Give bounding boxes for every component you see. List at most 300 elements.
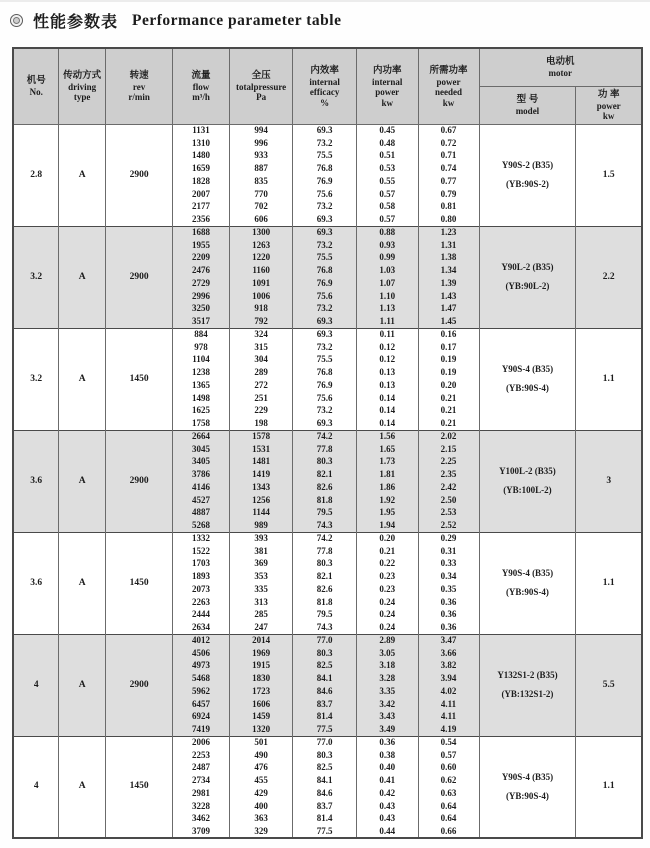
cell-motor-power: 1.5	[576, 124, 642, 226]
cell-internal-power: 0.99	[356, 252, 418, 265]
cell-total-pressure: 313	[229, 596, 293, 609]
cell-power-needed: 0.31	[418, 545, 479, 558]
cell-total-pressure: 455	[229, 774, 293, 787]
motor-model-line2: (YB:90L-2)	[505, 281, 550, 291]
cell-power-needed: 2.52	[418, 519, 479, 532]
cell-flow: 1332	[173, 532, 230, 545]
cell-total-pressure: 1969	[229, 647, 293, 660]
cell-rev: 2900	[105, 430, 172, 532]
cell-flow: 2487	[173, 762, 230, 775]
cell-motor-power: 1.1	[576, 736, 642, 838]
cell-internal-power: 1.56	[356, 430, 418, 443]
cell-total-pressure: 933	[229, 150, 293, 163]
table-row	[13, 328, 642, 341]
cell-power-needed: 0.36	[418, 621, 479, 634]
cell-total-pressure: 1915	[229, 660, 293, 673]
cell-power-needed: 1.45	[418, 315, 479, 328]
cell-internal-efficacy: 84.1	[293, 774, 357, 787]
cell-internal-power: 0.44	[356, 825, 418, 838]
cell-power-needed: 1.47	[418, 303, 479, 316]
cell-total-pressure: 229	[229, 405, 293, 418]
cell-power-needed: 2.02	[418, 430, 479, 443]
cell-internal-power: 0.11	[356, 328, 418, 341]
header-power-en2: kw	[602, 111, 615, 121]
cell-motor-model	[479, 124, 576, 226]
cell-internal-efficacy: 74.2	[293, 430, 357, 443]
cell-flow: 2981	[173, 787, 230, 800]
table-row	[13, 124, 642, 137]
cell-internal-power: 1.81	[356, 468, 418, 481]
header-eff-en3: %	[320, 97, 330, 108]
cell-no: 3.2	[13, 328, 59, 430]
cell-power-needed: 2.15	[418, 443, 479, 456]
bullseye-icon	[10, 14, 23, 27]
cell-flow: 6924	[173, 711, 230, 724]
cell-flow: 5468	[173, 672, 230, 685]
cell-power-needed: 0.62	[418, 774, 479, 787]
cell-no: 4	[13, 736, 59, 838]
cell-total-pressure: 501	[229, 736, 293, 749]
cell-internal-efficacy: 81.8	[293, 596, 357, 609]
cell-internal-power: 3.18	[356, 660, 418, 673]
cell-flow: 1310	[173, 137, 230, 150]
cell-flow: 2476	[173, 264, 230, 277]
cell-total-pressure: 198	[229, 417, 293, 430]
cell-internal-power: 0.12	[356, 354, 418, 367]
cell-driving-type: A	[59, 226, 106, 328]
cell-internal-power: 0.24	[356, 621, 418, 634]
cell-motor-power: 2.2	[576, 226, 642, 328]
cell-power-needed: 2.42	[418, 481, 479, 494]
header-rev	[105, 48, 172, 124]
cell-power-needed: 0.20	[418, 379, 479, 392]
cell-flow: 2634	[173, 621, 230, 634]
header-model-en: model	[515, 105, 540, 116]
header-flow	[173, 48, 230, 124]
param-block-no-3.6-rev-2900	[13, 430, 642, 532]
cell-internal-power: 3.28	[356, 672, 418, 685]
cell-flow: 3462	[173, 813, 230, 826]
cell-internal-power: 0.42	[356, 787, 418, 800]
cell-power-needed: 4.19	[418, 723, 479, 736]
cell-internal-power: 3.42	[356, 698, 418, 711]
cell-internal-efficacy: 77.5	[293, 825, 357, 838]
cell-power-needed: 0.19	[418, 354, 479, 367]
motor-model-line1: Y90S-4 (B35)	[501, 568, 554, 578]
param-block-no-3.6-rev-1450	[13, 532, 642, 634]
cell-rev: 1450	[105, 532, 172, 634]
cell-internal-efficacy: 73.2	[293, 405, 357, 418]
cell-total-pressure: 476	[229, 762, 293, 775]
cell-internal-efficacy: 75.6	[293, 188, 357, 201]
header-ipower-en2: power	[375, 87, 400, 97]
cell-flow: 1703	[173, 558, 230, 571]
cell-internal-power: 0.58	[356, 201, 418, 214]
cell-internal-efficacy: 82.6	[293, 481, 357, 494]
cell-internal-efficacy: 77.5	[293, 723, 357, 736]
cell-internal-efficacy: 81.8	[293, 494, 357, 507]
cell-flow: 6457	[173, 698, 230, 711]
header-power-en1: power	[596, 100, 621, 111]
cell-internal-efficacy: 82.5	[293, 660, 357, 673]
cell-internal-efficacy: 79.5	[293, 507, 357, 520]
cell-internal-efficacy: 82.1	[293, 468, 357, 481]
cell-internal-power: 0.21	[356, 545, 418, 558]
cell-internal-efficacy: 80.3	[293, 456, 357, 469]
cell-power-needed: 0.36	[418, 596, 479, 609]
cell-flow: 1688	[173, 226, 230, 239]
cell-rev: 2900	[105, 124, 172, 226]
cell-internal-efficacy: 77.8	[293, 545, 357, 558]
cell-total-pressure: 335	[229, 583, 293, 596]
cell-power-needed: 0.17	[418, 341, 479, 354]
cell-internal-power: 1.10	[356, 290, 418, 303]
header-power-needed	[418, 48, 479, 124]
cell-internal-efficacy: 84.1	[293, 672, 357, 685]
cell-internal-efficacy: 74.3	[293, 519, 357, 532]
cell-power-needed: 0.36	[418, 609, 479, 622]
header-flow-cn: 流量	[191, 69, 211, 81]
cell-flow: 1104	[173, 354, 230, 367]
cell-total-pressure: 285	[229, 609, 293, 622]
cell-total-pressure: 996	[229, 137, 293, 150]
cell-flow: 3045	[173, 443, 230, 456]
cell-internal-efficacy: 76.8	[293, 264, 357, 277]
header-pressure-en2: Pa	[256, 92, 267, 103]
cell-internal-power: 1.65	[356, 443, 418, 456]
cell-power-needed: 2.53	[418, 507, 479, 520]
cell-internal-efficacy: 80.3	[293, 647, 357, 660]
cell-flow: 3405	[173, 456, 230, 469]
cell-power-needed: 0.29	[418, 532, 479, 545]
cell-internal-efficacy: 76.8	[293, 162, 357, 175]
cell-flow: 4527	[173, 494, 230, 507]
cell-internal-efficacy: 75.6	[293, 290, 357, 303]
cell-power-needed: 0.64	[418, 800, 479, 813]
param-block-no-2.8-rev-2900	[13, 124, 642, 226]
header-total-pressure	[229, 48, 293, 124]
cell-internal-power: 0.13	[356, 366, 418, 379]
cell-total-pressure: 1578	[229, 430, 293, 443]
cell-total-pressure: 770	[229, 188, 293, 201]
cell-internal-power: 0.51	[356, 150, 418, 163]
cell-motor-power: 5.5	[576, 634, 642, 736]
cell-internal-efficacy: 73.2	[293, 201, 357, 214]
cell-internal-power: 0.14	[356, 405, 418, 418]
cell-total-pressure: 393	[229, 532, 293, 545]
cell-internal-efficacy: 76.9	[293, 277, 357, 290]
cell-total-pressure: 792	[229, 315, 293, 328]
cell-power-needed: 2.35	[418, 468, 479, 481]
cell-rev: 1450	[105, 736, 172, 838]
table-row	[13, 226, 642, 239]
cell-power-needed: 1.43	[418, 290, 479, 303]
cell-flow: 3517	[173, 315, 230, 328]
cell-flow: 1131	[173, 124, 230, 137]
cell-power-needed: 0.77	[418, 175, 479, 188]
cell-total-pressure: 1481	[229, 456, 293, 469]
header-motor-power	[576, 86, 642, 124]
cell-total-pressure: 1830	[229, 672, 293, 685]
header-needed-en1: power	[436, 76, 461, 87]
cell-power-needed: 0.57	[418, 749, 479, 762]
cell-flow: 4973	[173, 660, 230, 673]
cell-flow: 1828	[173, 175, 230, 188]
cell-power-needed: 0.67	[418, 124, 479, 137]
cell-total-pressure: 289	[229, 366, 293, 379]
header-pressure-en1: totalpressure	[236, 81, 287, 92]
cell-flow: 2444	[173, 609, 230, 622]
cell-power-needed: 3.94	[418, 672, 479, 685]
cell-motor-power: 1.1	[576, 328, 642, 430]
cell-flow: 1893	[173, 570, 230, 583]
header-flow-en2: m³/h	[192, 92, 210, 103]
cell-flow: 1498	[173, 392, 230, 405]
cell-power-needed: 3.66	[418, 647, 479, 660]
motor-model-line1: Y100L-2 (B35)	[499, 466, 556, 476]
cell-power-needed: 1.39	[418, 277, 479, 290]
cell-total-pressure: 1531	[229, 443, 293, 456]
cell-flow: 4012	[173, 634, 230, 647]
cell-flow: 4887	[173, 507, 230, 520]
cell-rev: 2900	[105, 634, 172, 736]
cell-no: 2.8	[13, 124, 59, 226]
cell-power-needed: 3.82	[418, 660, 479, 673]
table-row	[13, 532, 642, 545]
header-driving-type	[59, 48, 106, 124]
cell-driving-type: A	[59, 124, 106, 226]
cell-driving-type: A	[59, 328, 106, 430]
cell-motor-model	[479, 532, 576, 634]
cell-flow: 2006	[173, 736, 230, 749]
header-motor-cn: 电动机	[546, 56, 575, 67]
cell-motor-power: 1.1	[576, 532, 642, 634]
cell-internal-power: 0.20	[356, 532, 418, 545]
motor-model-line2: (YB:132S1-2)	[501, 689, 554, 699]
cell-power-needed: 0.74	[418, 162, 479, 175]
header-flow-en1: flow	[192, 81, 210, 92]
cell-power-needed: 3.47	[418, 634, 479, 647]
header-eff-cn: 内效率	[310, 64, 339, 76]
cell-total-pressure: 400	[229, 800, 293, 813]
header-needed-en3: kw	[442, 97, 455, 108]
cell-power-needed: 0.35	[418, 583, 479, 596]
param-block-no-3.2-rev-1450	[13, 328, 642, 430]
cell-internal-power: 1.13	[356, 303, 418, 316]
cell-motor-model	[479, 634, 576, 736]
cell-total-pressure: 247	[229, 621, 293, 634]
cell-total-pressure: 251	[229, 392, 293, 405]
cell-total-pressure: 324	[229, 328, 293, 341]
cell-power-needed: 0.72	[418, 137, 479, 150]
cell-internal-efficacy: 83.7	[293, 800, 357, 813]
header-motor-en: motor	[548, 68, 572, 78]
cell-power-needed: 0.64	[418, 813, 479, 826]
cell-internal-power: 1.94	[356, 519, 418, 532]
cell-flow: 1365	[173, 379, 230, 392]
cell-total-pressure: 1606	[229, 698, 293, 711]
cell-power-needed: 0.80	[418, 213, 479, 226]
cell-internal-power: 1.07	[356, 277, 418, 290]
cell-internal-power: 0.45	[356, 124, 418, 137]
cell-power-needed: 0.71	[418, 150, 479, 163]
page-title-chinese: 性能参数表	[33, 14, 119, 31]
header-model-cn: 型 号	[516, 93, 539, 105]
cell-total-pressure: 1220	[229, 252, 293, 265]
motor-model-line1: Y90L-2 (B35)	[501, 262, 554, 272]
cell-internal-power: 2.89	[356, 634, 418, 647]
cell-internal-power: 0.41	[356, 774, 418, 787]
cell-total-pressure: 994	[229, 124, 293, 137]
cell-power-needed: 0.33	[418, 558, 479, 571]
cell-power-needed: 0.81	[418, 201, 479, 214]
cell-flow: 884	[173, 328, 230, 341]
cell-total-pressure: 1006	[229, 290, 293, 303]
cell-flow: 4506	[173, 647, 230, 660]
cell-internal-power: 3.05	[356, 647, 418, 660]
motor-model-line2: (YB:100L-2)	[503, 485, 552, 495]
cell-flow: 2729	[173, 277, 230, 290]
motor-model-line2: (YB:90S-2)	[505, 179, 549, 189]
cell-internal-efficacy: 73.2	[293, 341, 357, 354]
cell-flow: 2356	[173, 213, 230, 226]
page-title-english: Performance parameter table	[132, 11, 342, 29]
performance-parameter-table	[12, 47, 643, 839]
header-ipower-cn: 内功率	[372, 64, 402, 76]
cell-internal-power: 0.43	[356, 813, 418, 826]
motor-model-line1: Y90S-4 (B35)	[501, 364, 554, 374]
cell-internal-power: 0.38	[356, 749, 418, 762]
cell-total-pressure: 1343	[229, 481, 293, 494]
cell-power-needed: 1.34	[418, 264, 479, 277]
cell-internal-power: 0.43	[356, 800, 418, 813]
table-row	[13, 634, 642, 647]
cell-internal-power: 0.53	[356, 162, 418, 175]
header-eff-en1: internal	[309, 76, 340, 87]
cell-flow: 2996	[173, 290, 230, 303]
table-row	[13, 736, 642, 749]
cell-internal-efficacy: 69.3	[293, 213, 357, 226]
cell-power-needed: 0.63	[418, 787, 479, 800]
cell-no: 3.6	[13, 532, 59, 634]
page-title	[10, 9, 341, 32]
cell-motor-model	[479, 226, 576, 328]
cell-internal-power: 3.49	[356, 723, 418, 736]
motor-model-line2: (YB:90S-4)	[505, 383, 549, 393]
cell-total-pressure: 429	[229, 787, 293, 800]
motor-model-line1: Y90S-2 (B35)	[501, 160, 554, 170]
cell-internal-power: 0.36	[356, 736, 418, 749]
cell-internal-efficacy: 75.5	[293, 150, 357, 163]
cell-internal-power: 0.55	[356, 175, 418, 188]
cell-internal-efficacy: 69.3	[293, 124, 357, 137]
cell-total-pressure: 702	[229, 201, 293, 214]
cell-flow: 3709	[173, 825, 230, 838]
cell-power-needed: 0.19	[418, 366, 479, 379]
header-needed-cn: 所需功率	[429, 64, 468, 76]
cell-power-needed: 0.21	[418, 392, 479, 405]
cell-flow: 5268	[173, 519, 230, 532]
cell-flow: 2177	[173, 201, 230, 214]
cell-internal-efficacy: 69.3	[293, 328, 357, 341]
header-power-cn: 功 率	[597, 88, 620, 100]
cell-power-needed: 0.21	[418, 405, 479, 418]
header-internal-power	[356, 48, 418, 124]
cell-internal-efficacy: 75.6	[293, 392, 357, 405]
cell-flow: 1625	[173, 405, 230, 418]
cell-rev: 1450	[105, 328, 172, 430]
cell-flow: 2664	[173, 430, 230, 443]
header-no-cn: 机号	[26, 75, 46, 86]
cell-total-pressure: 1144	[229, 507, 293, 520]
motor-model-line1: Y90S-4 (B35)	[501, 771, 554, 782]
cell-no: 4	[13, 634, 59, 736]
cell-total-pressure: 835	[229, 175, 293, 188]
cell-flow: 1955	[173, 239, 230, 252]
cell-internal-power: 0.14	[356, 417, 418, 430]
cell-total-pressure: 887	[229, 162, 293, 175]
cell-internal-efficacy: 76.9	[293, 379, 357, 392]
param-block-no-4-rev-1450	[13, 736, 642, 838]
cell-internal-efficacy: 81.4	[293, 813, 357, 826]
cell-flow: 2073	[173, 583, 230, 596]
cell-flow: 3250	[173, 303, 230, 316]
cell-internal-efficacy: 77.8	[293, 443, 357, 456]
cell-power-needed: 0.79	[418, 188, 479, 201]
cell-internal-efficacy: 82.1	[293, 570, 357, 583]
cell-power-needed: 1.38	[418, 252, 479, 265]
cell-internal-efficacy: 74.2	[293, 532, 357, 545]
header-drive-en2: type	[73, 92, 91, 103]
cell-power-needed: 0.34	[418, 570, 479, 583]
cell-internal-efficacy: 73.2	[293, 303, 357, 316]
cell-internal-efficacy: 79.5	[293, 609, 357, 622]
cell-internal-power: 0.14	[356, 392, 418, 405]
cell-power-needed: 0.21	[418, 417, 479, 430]
cell-internal-efficacy: 69.3	[293, 417, 357, 430]
cell-power-needed: 0.60	[418, 762, 479, 775]
cell-internal-efficacy: 69.3	[293, 315, 357, 328]
cell-internal-efficacy: 82.6	[293, 583, 357, 596]
cell-total-pressure: 1419	[229, 468, 293, 481]
cell-total-pressure: 1160	[229, 264, 293, 277]
header-no-en: No.	[29, 87, 43, 97]
cell-flow: 1238	[173, 366, 230, 379]
cell-power-needed: 2.25	[418, 456, 479, 469]
cell-flow: 4146	[173, 481, 230, 494]
cell-motor-model	[479, 328, 576, 430]
cell-total-pressure: 918	[229, 303, 293, 316]
table-row	[13, 430, 642, 443]
cell-internal-power: 0.24	[356, 609, 418, 622]
cell-flow: 1758	[173, 417, 230, 430]
cell-internal-power: 3.43	[356, 711, 418, 724]
cell-internal-efficacy: 76.8	[293, 366, 357, 379]
header-rev-en2: r/min	[128, 92, 150, 103]
cell-internal-efficacy: 84.6	[293, 685, 357, 698]
cell-total-pressure: 1459	[229, 711, 293, 724]
cell-internal-power: 0.88	[356, 226, 418, 239]
header-motor-model	[479, 86, 576, 124]
cell-internal-power: 1.86	[356, 481, 418, 494]
param-block-no-4-rev-2900	[13, 634, 642, 736]
cell-total-pressure: 1256	[229, 494, 293, 507]
cell-no: 3.2	[13, 226, 59, 328]
cell-internal-efficacy: 81.4	[293, 711, 357, 724]
header-ipower-en3: kw	[381, 97, 393, 108]
cell-flow: 1522	[173, 545, 230, 558]
cell-internal-efficacy: 75.5	[293, 354, 357, 367]
